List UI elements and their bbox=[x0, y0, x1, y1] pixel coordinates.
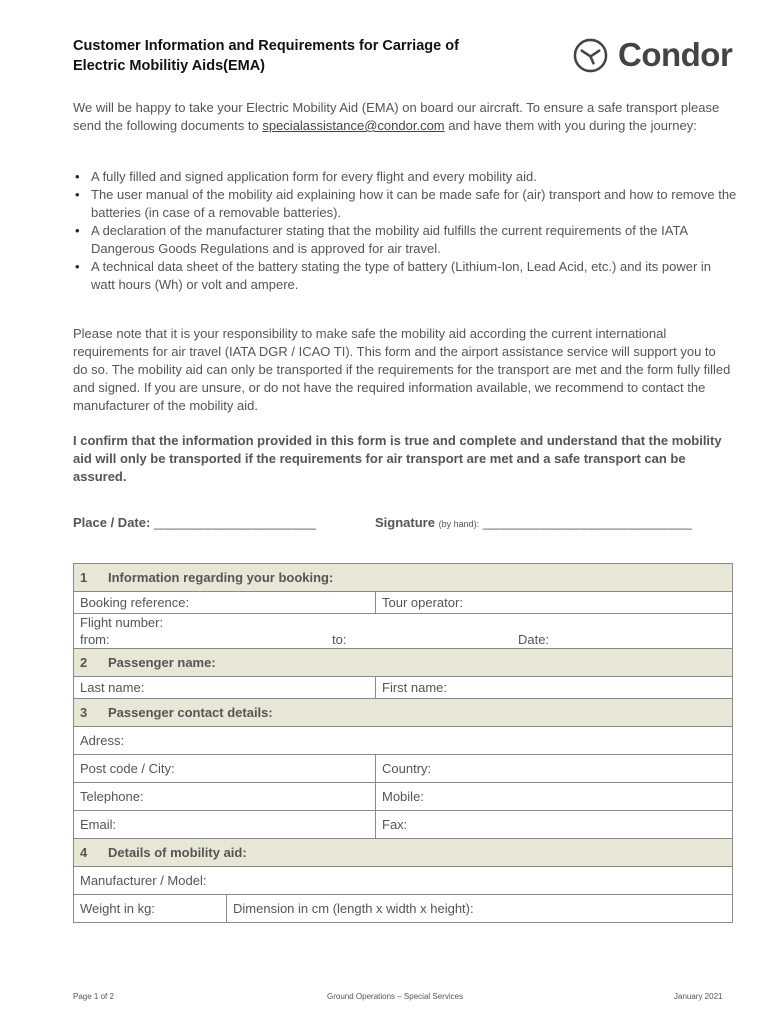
table-row bbox=[74, 727, 733, 755]
document-title bbox=[73, 36, 533, 76]
section-number: 4 bbox=[80, 845, 88, 860]
section-title: Details of mobility aid: bbox=[108, 845, 247, 860]
footer-department: Ground Operations – Special Services bbox=[327, 992, 464, 1001]
required-documents-list bbox=[73, 168, 738, 294]
page-number: Page 1 of 2 bbox=[73, 992, 114, 1001]
section-header-booking bbox=[74, 564, 733, 592]
tour-operator-field[interactable]: Tour operator: bbox=[376, 592, 733, 614]
place-date-line: ________________________ bbox=[153, 515, 316, 530]
title-line-1: Customer Information and Requirements for Carriage of bbox=[73, 38, 459, 54]
intro-text-after: and have them with you during the journey: bbox=[444, 118, 697, 133]
section-header-mobility-aid bbox=[74, 839, 733, 867]
place-date-label: Place / Date: bbox=[73, 515, 151, 530]
table-row bbox=[74, 811, 733, 839]
list-item: • A declaration of the manufacturer stating that the mobility aid fulfills the current requirements of the IATA Dangerous Goods Regulations and is approved for air travel. bbox=[73, 222, 738, 258]
date-label: Date: bbox=[518, 632, 550, 647]
intro-text-before: We will be happy to take your Electric Mobility Aid (EMA) on board our aircraft. To ensure a safe transport please send the following documents to bbox=[73, 100, 720, 133]
mobile-field[interactable]: Mobile: bbox=[376, 783, 733, 811]
from-label: from: bbox=[80, 632, 110, 647]
fax-field[interactable]: Fax: bbox=[376, 811, 733, 839]
condor-logo bbox=[573, 37, 732, 73]
application-form-table bbox=[73, 563, 733, 923]
table-row bbox=[74, 592, 733, 614]
section-title: Information regarding your booking: bbox=[108, 570, 334, 585]
table-row bbox=[74, 614, 733, 649]
place-date-field[interactable] bbox=[73, 515, 315, 530]
flight-number-field[interactable] bbox=[74, 614, 733, 649]
condor-bird-icon bbox=[573, 38, 608, 73]
section-title: Passenger name: bbox=[108, 655, 216, 670]
post-code-city-field[interactable]: Post code / City: bbox=[74, 755, 376, 783]
table-row bbox=[74, 783, 733, 811]
footer-date: January 2021 bbox=[674, 992, 723, 1001]
section-number: 2 bbox=[80, 655, 88, 670]
table-row bbox=[74, 867, 733, 895]
section-header-passenger-name bbox=[74, 649, 733, 677]
table-row bbox=[74, 677, 733, 699]
signature-label: Signature bbox=[375, 515, 435, 530]
section-number: 3 bbox=[80, 705, 88, 720]
weight-field[interactable]: Weight in kg: bbox=[74, 895, 227, 923]
list-item: • A technical data sheet of the battery stating the type of battery (Lithium-Ion, Lead Acid, etc.) and its power in watt hours (Wh) or volt and ampere. bbox=[73, 258, 738, 294]
intro-paragraph bbox=[73, 99, 733, 135]
logo-text: Condor bbox=[618, 36, 733, 73]
signature-note: (by hand): bbox=[438, 519, 480, 529]
address-field[interactable]: Adress: bbox=[74, 727, 733, 755]
section-number: 1 bbox=[80, 570, 88, 585]
country-field[interactable]: Country: bbox=[376, 755, 733, 783]
last-name-field[interactable]: Last name: bbox=[74, 677, 376, 699]
title-line-2: Electric Mobilitiy Aids(EMA) bbox=[73, 58, 266, 74]
to-label: to: bbox=[332, 632, 347, 647]
email-field[interactable]: Email: bbox=[74, 811, 376, 839]
flight-number-label: Flight number: bbox=[80, 615, 164, 630]
list-item: • The user manual of the mobility aid explaining how it can be made safe for (air) transport and how to remove the batteries (in case of a removable batteries). bbox=[73, 186, 738, 222]
dimension-field[interactable]: Dimension in cm (length x width x height): bbox=[227, 895, 733, 923]
signature-field[interactable] bbox=[375, 515, 691, 530]
signature-line: _______________________________ bbox=[482, 515, 692, 530]
table-row bbox=[74, 755, 733, 783]
list-item: • A fully filled and signed application form for every flight and every mobility aid. bbox=[73, 168, 738, 186]
booking-reference-field[interactable]: Booking reference: bbox=[74, 592, 376, 614]
responsibility-note: Please note that it is your responsibility to make safe the mobility aid according the current international requirements for air travel (IATA DGR / ICAO TI). This form and the airport assistance service will support you to do so. The mobility aid can only be transported if the requirements for the transport are met and the form fully filled and signed. If you are unsure, or do not have the required information available, we recommend to contact the manufacturer of the mobility aid. bbox=[73, 326, 731, 413]
telephone-field[interactable]: Telephone: bbox=[74, 783, 376, 811]
table-row bbox=[74, 895, 733, 923]
first-name-field[interactable]: First name: bbox=[376, 677, 733, 699]
section-title: Passenger contact details: bbox=[108, 705, 273, 720]
manufacturer-model-field[interactable]: Manufacturer / Model: bbox=[74, 867, 733, 895]
contact-email-link[interactable]: specialassistance@condor.com bbox=[262, 118, 445, 133]
confirmation-statement: I confirm that the information provided in this form is true and complete and understand that the mobility aid will only be transported if the requirements for air transport are met and a safe transport can be assured. bbox=[73, 433, 722, 484]
section-header-contact bbox=[74, 699, 733, 727]
